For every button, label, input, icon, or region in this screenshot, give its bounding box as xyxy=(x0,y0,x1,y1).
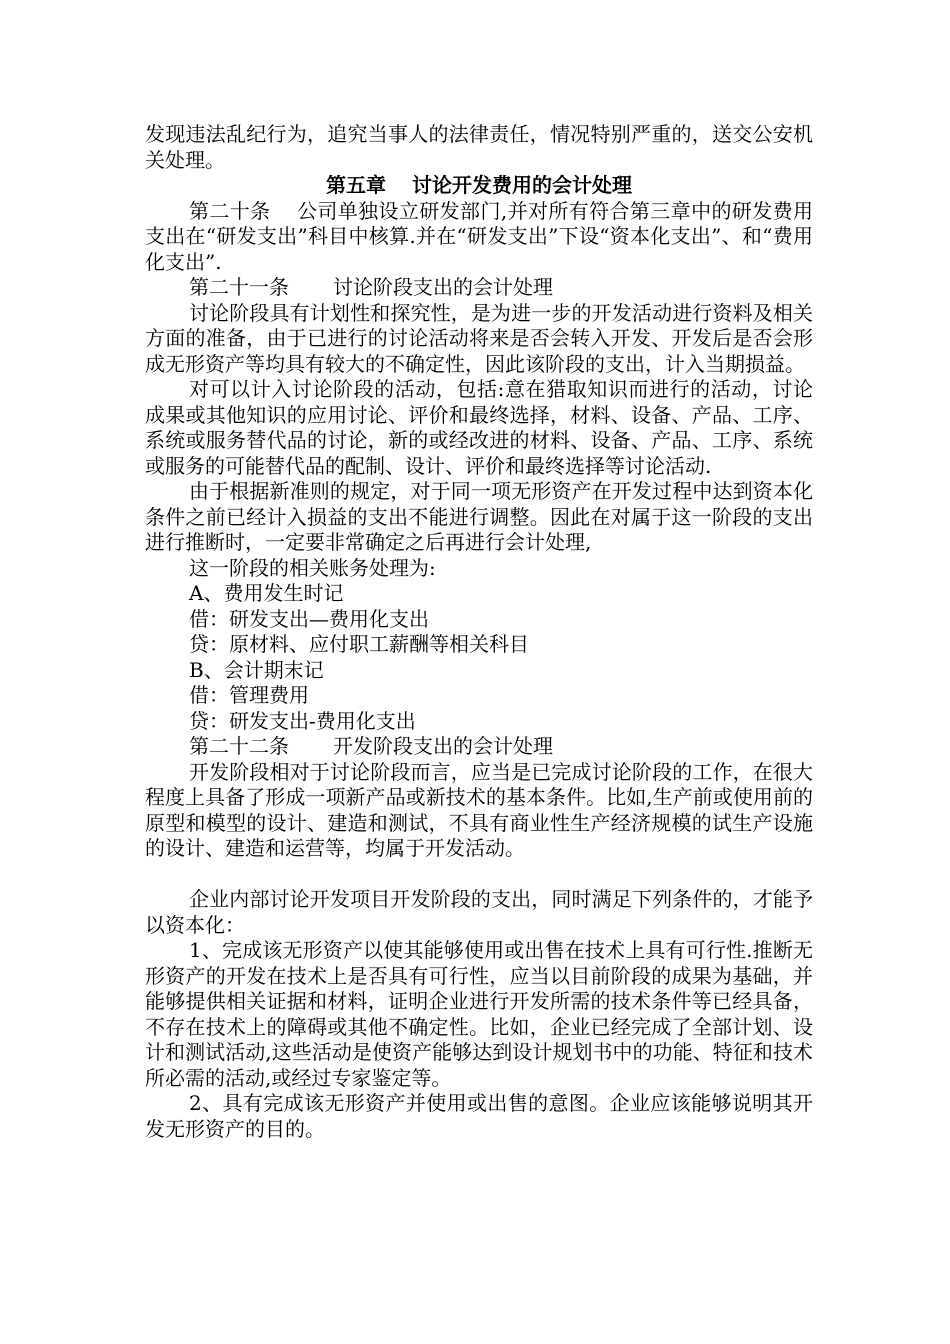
article-number: 第二十一条 xyxy=(189,275,289,299)
article-22-heading xyxy=(145,734,813,760)
paragraph: 发现违法乱纪行为，追究当事人的法律责任，情况特别严重的，送交公安机关处理。 xyxy=(145,122,813,172)
paragraph: 由于根据新准则的规定，对于同一项无形资产在开发过程中达到资本化条件之前已经计入损益的支出不能进行调整。因此在对属于这一阶段的支出进行推断时，一定要非常确定之后再进行会计处理, xyxy=(145,479,813,554)
paragraph: 企业内部讨论开发项目开发阶段的支出，同时满足下列条件的，才能予以资本化： xyxy=(145,887,813,937)
paragraph: 1、完成该无形资产以使其能够使用或出售在技术上具有可行性.推断无形资产的开发在技术上是否具有可行性，应当以目前阶段的成果为基础，并能够提供相关证据和材料，证明企业进行开发所需的技术条件等已经具备，不存在技术上的障碍或其他不确定性。比如，企业已经完成了全部计划、设计和测试活动,这些活动是使资产能够达到设计规划书中的功能、特征和技术所必需的活动,或经过专家鉴定等。 xyxy=(145,938,813,1090)
paragraph: 开发阶段相对于讨论阶段而言，应当是已完成讨论阶段的工作，在很大程度上具备了形成一项新产品或新技术的基本条件。比如,生产前或使用前的原型和模型的设计、建造和测试，不具有商业性生产经济规模的试生产设施的设计、建造和运营等，均属于开发活动。 xyxy=(145,759,813,860)
chapter-title: 讨论开发费用的会计处理 xyxy=(412,173,632,197)
entry-line: 借：管理费用 xyxy=(189,683,309,707)
entry-line: 贷：原材料、应付职工薪酬等相关科目 xyxy=(189,632,529,656)
article-20 xyxy=(145,199,813,276)
entry-line: 贷：研发支出-费用化支出 xyxy=(189,708,416,733)
entry-line: A、费用发生时记 xyxy=(189,581,344,605)
article-text: 公司单独设立研发部门,并对所有符合第三章中的研发费用支出在“研发支出”科目中核算.并在“研发支出”下设“资本化支出”、和“费用化支出”. xyxy=(145,198,814,274)
paragraph: 对可以计入讨论阶段的活动，包括:意在猎取知识而进行的活动，讨论成果或其他知识的应用讨论、评价和最终选择，材料、设备、产品、工序、系统或服务替代品的讨论，新的或经改进的材料、设备、产品、工序、系统或服务的可能替代品的配制、设计、评价和最终选择等讨论活动. xyxy=(145,377,813,478)
article-21-heading xyxy=(145,275,813,301)
paragraph: 讨论阶段具有计划性和探究性，是为进一步的开发活动进行资料及相关方面的准备，由于已进行的讨论活动将来是否会转入开发、开发后是否会形成无形资产等均具有较大的不确定性，因此该阶段的支出，计入当期损益。 xyxy=(145,300,813,376)
document-body xyxy=(145,122,813,1142)
paragraph: 2、具有完成该无形资产并使用或出售的意图。企业应该能够说明其开发无形资产的目的。 xyxy=(145,1091,813,1141)
paragraph: 这一阶段的相关账务处理为: xyxy=(189,555,436,580)
chapter-number: 第五章 xyxy=(326,173,386,197)
blank-line xyxy=(145,862,813,888)
entry-line: 借：研发支出—费用化支出 xyxy=(189,606,429,631)
article-title: 开发阶段支出的会计处理 xyxy=(333,734,553,758)
article-number: 第二十条 xyxy=(189,198,271,223)
chapter-heading xyxy=(145,173,813,199)
entry-line: B、会计期末记 xyxy=(189,657,324,682)
article-number: 第二十二条 xyxy=(189,734,289,758)
article-title: 讨论阶段支出的会计处理 xyxy=(333,275,553,299)
